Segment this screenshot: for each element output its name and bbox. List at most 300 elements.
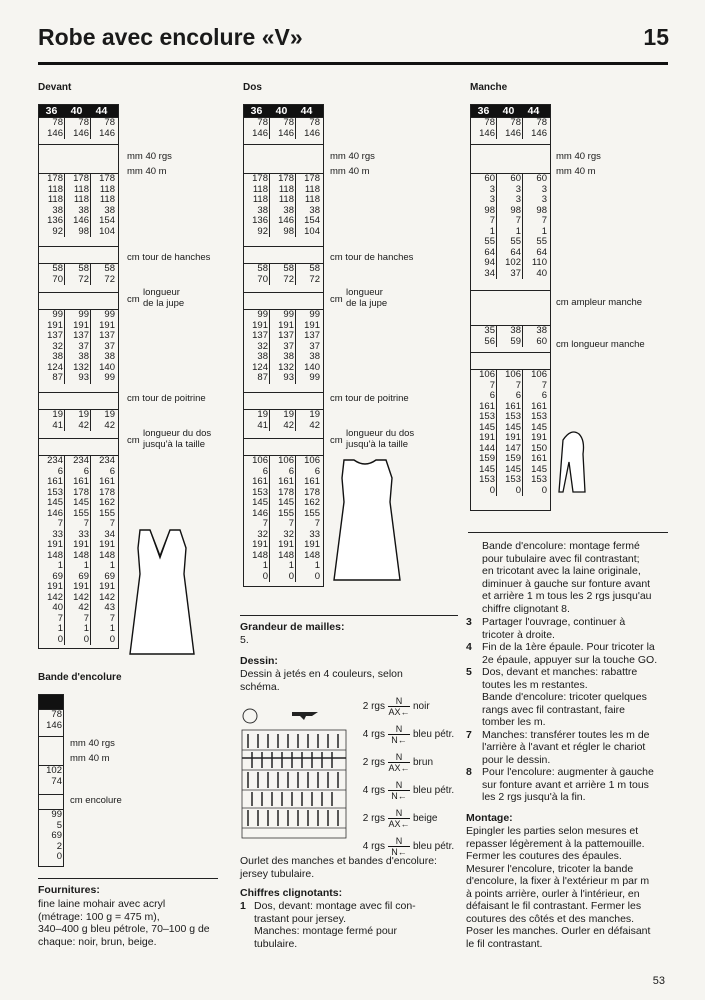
ourlet-text: Ourlet des manches et bandes d'encolure: jersey tubulaire. [240,855,437,880]
table-cell: 140 [90,363,116,374]
table-cell: 87 [257,372,268,383]
table-cell: 161 [252,476,268,487]
table-cell: 234 [64,456,90,467]
table-cell: 3 [489,183,495,195]
table-cell: 3 [496,185,522,196]
table-cell: 153 [496,412,522,423]
table-cell: 7 [496,216,522,227]
table-cell: 178 [295,488,321,499]
table-cell: 145 [479,463,495,475]
table-row [244,331,323,342]
table-row [244,352,323,363]
table-cell: 38 [295,352,321,363]
table-cell: 78 [295,118,321,129]
table-row [471,337,550,348]
table-row [244,561,323,572]
table-cell: 72 [64,275,90,286]
table-cell: 42 [64,603,90,614]
table-row [244,498,323,509]
table-cell: 191 [295,540,321,551]
table-row [39,195,118,206]
table-cell: 146 [522,129,548,140]
table-cell: 106 [496,370,522,381]
table-cell: 191 [479,432,495,443]
table-cell: 34 [90,530,116,541]
table-cell: 153 [252,486,268,498]
table-row [471,258,550,269]
table-cell: 191 [47,539,63,550]
table-cell: 0 [64,635,90,646]
grandeur-value: 5. [240,634,249,646]
montage-title: Montage: [466,812,513,824]
table-row [39,118,118,129]
legend-row: 2 rgs N AX← noir [362,695,430,717]
table-cell: 234 [47,455,63,466]
table-cell: 154 [295,216,321,227]
table-cell: 7 [522,381,548,392]
table-cell: 38 [269,206,295,217]
table-cell: 0 [269,572,295,583]
table-row [471,381,550,392]
bande-table [38,694,64,867]
table-cell: 98 [269,227,295,238]
table-row [39,373,118,384]
table-row [244,456,323,467]
table-row [244,477,323,488]
table-cell: 58 [52,263,63,274]
table-row [471,129,550,140]
devant-block-c [39,263,118,292]
table-cell: 7 [64,519,90,530]
table-row [471,216,550,227]
table-row [244,421,323,432]
instruction-item: 3 Partager l'ouvrage, continuer à tricoter à droite. [466,616,626,641]
devant-label-rgs: mm 40 rgs [127,151,172,162]
devant-label: Devant [38,82,72,93]
table-row [471,118,550,129]
table-row [244,195,323,206]
table-cell: 161 [479,400,495,412]
table-cell: 6 [57,465,63,477]
table-cell: 124 [47,361,63,373]
table-cell: 161 [64,477,90,488]
table-cell: 94 [484,257,495,268]
table-cell: 7 [262,518,268,529]
table-row [244,275,323,286]
table-cell: 40 [522,269,548,280]
table-cell: 7 [522,216,548,227]
table-cell: 0 [489,484,495,496]
table-cell: 0 [262,570,268,582]
devant-label-dos: longueur du dos jusqu'à la taille [143,428,212,450]
table-cell: 148 [64,551,90,562]
table-cell: 137 [269,331,295,342]
table-cell: 118 [252,194,268,205]
table-cell: 55 [484,236,495,247]
size-header: 36 40 44 [39,105,118,117]
table-row [471,326,550,337]
table-cell: 106 [522,370,548,381]
table-cell: 78 [522,118,548,129]
devant-label-hanches: cm tour de hanches [127,252,211,263]
table-cell: 1 [269,561,295,572]
table-row [471,185,550,196]
table-cell: 132 [64,363,90,374]
manche-label-ampleur: cm ampleur manche [556,297,643,308]
table-row [39,603,118,614]
table-row [39,410,118,421]
table-cell: 92 [52,225,63,237]
table-row [244,373,323,384]
table-cell: 161 [269,477,295,488]
table-cell: 191 [252,319,268,331]
table-cell: 106 [479,369,495,380]
table-cell: 0 [496,486,522,497]
table-cell: 72 [90,275,116,286]
table-cell: 38 [522,326,548,337]
table-cell: 104 [295,227,321,238]
table-cell: 154 [90,216,116,227]
montage-text: Epingler les parties selon mesures et repasser légèrement à la pattemouille. Fermer les coutures des épaules. Mesurer l'encolure, tricoter la bande d'encolure, la fixer à l'extérieur m par m à points arrière, ourler à l'intérieur, en défaisant le fil contrastant. Fermer les coutures des côtés et des manches. Poser les manches. Ourler en défaisant le fil contrastant. [466,825,651,950]
table-cell: 124 [252,361,268,373]
dos-block-b [244,173,323,246]
table-cell: 145 [496,423,522,434]
table-cell: 99 [64,310,90,321]
bande-block-a: 78 146 [39,709,63,736]
dessin-text: Dessin à jetés en 4 couleurs, selon schéma. [240,668,403,693]
table-cell: 1 [64,624,90,635]
table-cell: 6 [269,467,295,478]
table-cell: 1 [496,227,522,238]
table-cell: 178 [90,488,116,499]
table-cell: 19 [64,410,90,421]
table-row [39,498,118,509]
table-row [39,310,118,321]
table-row [471,486,550,497]
dessin-legend [355,692,465,860]
dos-label-rgs: mm 40 rgs [330,151,375,162]
table-cell: 145 [47,497,63,508]
bande-block-b: 102 74 [39,765,63,794]
table-cell: 118 [295,195,321,206]
table-cell: 7 [295,519,321,530]
table-cell: 0 [295,572,321,583]
table-cell: 64 [484,246,495,258]
bande-header [39,695,63,709]
table-cell: 191 [90,582,116,593]
table-cell: 146 [496,129,522,140]
table-cell: 38 [52,351,63,362]
table-row [39,635,118,646]
table-cell: 42 [90,421,116,432]
dos-label-dos: longueur du dos jusqu'à la taille [346,428,415,450]
table-cell: 178 [90,174,116,185]
table-cell: 41 [52,419,63,431]
title-rule [38,62,668,65]
table-cell: 136 [252,215,268,226]
table-row [39,352,118,363]
table-row [244,540,323,551]
table-row [39,456,118,467]
table-cell: 55 [522,237,548,248]
table-cell: 118 [64,185,90,196]
table-cell: 1 [295,561,321,572]
table-cell: 146 [269,129,295,140]
table-cell: 58 [269,264,295,275]
fournitures-title: Fournitures: [38,884,100,896]
devant-table [38,104,119,649]
table-row [244,216,323,227]
devant-silhouette-icon [128,528,208,658]
table-cell: 118 [64,195,90,206]
table-row [244,410,323,421]
devant-label-cm1: cm [127,294,140,305]
table-cell: 137 [295,331,321,342]
table-cell: 191 [496,433,522,444]
pattern-number: 15 [643,24,669,50]
table-cell: 93 [269,373,295,384]
table-row [39,519,118,530]
table-cell: 7 [57,612,63,624]
table-row [39,216,118,227]
devant-label-jupe: longueur de la jupe [143,287,185,309]
table-cell: 6 [262,465,268,477]
dos-label-jupe: longueur de la jupe [346,287,388,309]
divider [468,532,668,533]
table-cell: 137 [47,330,63,341]
table-row [39,582,118,593]
table-cell: 1 [57,560,63,571]
table-cell: 132 [269,363,295,374]
table-cell: 72 [269,275,295,286]
table-cell: 98 [522,206,548,217]
table-cell: 191 [269,321,295,332]
table-cell: 146 [90,129,116,140]
table-cell: 140 [295,363,321,374]
table-row [39,275,118,286]
legend-row: 2 rgs N AX← beige [362,807,438,829]
table-cell: 33 [64,530,90,541]
table-cell: 43 [90,603,116,614]
table-row [471,475,550,486]
table-cell: 38 [90,206,116,217]
devant-label-m: mm 40 m [127,166,167,177]
table-cell: 118 [90,185,116,196]
table-cell: 42 [295,421,321,432]
table-row [244,174,323,185]
page-title: Robe avec encolure «V» [38,24,303,50]
table-cell: 191 [47,319,63,331]
table-cell: 7 [90,519,116,530]
table-cell: 106 [295,456,321,467]
table-row [39,129,118,140]
table-row [471,433,550,444]
chiffres-item-1: 1 Dos, devant: montage avec fil con- trastant pour jersey. Manches: montage fermé pour tubulaire. [240,900,416,950]
table-cell: 118 [252,183,268,195]
table-cell: 70 [52,273,63,285]
table-cell: 153 [479,411,495,422]
table-cell: 146 [479,127,495,139]
table-cell: 98 [64,227,90,238]
table-cell: 1 [90,561,116,572]
table-cell: 37 [90,342,116,353]
manche-block-a [471,117,550,144]
table-cell: 60 [522,174,548,185]
table-cell: 7 [64,614,90,625]
manche-label-m: mm 40 m [556,166,596,177]
table-cell: 148 [47,549,63,561]
table-cell: 137 [252,330,268,341]
table-row [39,614,118,625]
table-cell: 1 [64,561,90,572]
table-row [471,370,550,381]
table-cell: 64 [496,248,522,259]
table-cell: 142 [90,593,116,604]
table-cell: 99 [257,309,268,320]
table-row [39,624,118,635]
chiffres-title: Chiffres clignotants: [240,887,343,899]
table-cell: 7 [90,614,116,625]
table-cell: 146 [64,129,90,140]
devant-block-d [39,309,118,392]
table-row [471,195,550,206]
table-cell: 145 [64,498,90,509]
table-cell: 146 [64,216,90,227]
dos-label-hanches: cm tour de hanches [330,252,414,263]
table-row [244,310,323,321]
table-cell: 0 [522,486,548,497]
table-cell: 87 [52,372,63,383]
dos-block-f [244,455,323,586]
table-cell: 161 [522,402,548,413]
table-cell: 110 [522,258,548,269]
devant-block-f [39,455,118,648]
table-cell: 178 [252,173,268,184]
table-cell: 38 [257,351,268,362]
table-cell: 1 [262,560,268,571]
table-row [39,509,118,520]
manche-block-c [471,325,550,352]
table-cell: 42 [269,421,295,432]
table-row [244,551,323,562]
table-cell: 145 [479,421,495,433]
table-cell: 60 [522,337,548,348]
table-cell: 137 [64,331,90,342]
table-cell: 178 [47,173,63,184]
table-cell: 104 [90,227,116,238]
table-cell: 106 [269,456,295,467]
table-cell: 1 [489,225,495,237]
table-cell: 6 [295,467,321,478]
table-cell: 19 [295,410,321,421]
table-cell: 98 [496,206,522,217]
table-cell: 191 [295,321,321,332]
table-cell: 118 [269,185,295,196]
table-row [39,540,118,551]
table-cell: 148 [252,549,268,561]
table-cell: 7 [496,381,522,392]
table-cell: 191 [90,321,116,332]
table-cell: 78 [269,118,295,129]
table-cell: 38 [496,326,522,337]
dos-label-poitrine: cm tour de poitrine [330,393,409,404]
bande-label: Bande d'encolure [38,672,122,683]
table-cell: 3 [489,194,495,205]
table-cell: 153 [479,474,495,485]
table-cell: 37 [496,269,522,280]
table-cell: 146 [269,216,295,227]
manche-block-b [471,173,550,290]
table-cell: 191 [269,540,295,551]
table-cell: 60 [496,174,522,185]
table-cell: 99 [295,373,321,384]
table-cell: 178 [269,488,295,499]
table-cell: 178 [64,488,90,499]
devant-block-a [39,117,118,144]
table-cell: 58 [295,264,321,275]
table-cell: 35 [484,325,495,336]
dos-label-m: mm 40 m [330,166,370,177]
legend-row: 4 rgs N N← bleu pétr. [362,723,455,745]
size-header: 36 40 44 [244,105,323,117]
table-cell: 3 [522,195,548,206]
table-cell: 118 [47,183,63,195]
dos-table [243,104,324,587]
table-cell: 99 [90,310,116,321]
dessin-title: Dessin: [240,655,278,667]
table-cell: 38 [295,206,321,217]
table-cell: 58 [64,264,90,275]
legend-row: 2 rgs N AX← brun [362,751,434,773]
table-cell: 191 [47,581,63,592]
legend-row: 4 rgs N N← bleu pétr. [362,835,455,857]
manche-table [470,104,551,511]
dos-label-cm1: cm [330,294,343,305]
devant-block-b [39,173,118,246]
table-cell: 41 [257,419,268,431]
table-cell: 40 [52,602,63,613]
devant-label-cm2: cm [127,435,140,446]
table-cell: 159 [479,453,495,464]
table-cell: 178 [64,174,90,185]
table-cell: 145 [496,465,522,476]
table-cell: 1 [522,227,548,238]
dos-block-d [244,309,323,392]
table-cell: 150 [522,444,548,455]
table-row [471,454,550,465]
dos-label: Dos [243,82,262,93]
table-cell: 32 [257,340,268,352]
table-row [39,561,118,572]
table-cell: 98 [484,204,495,216]
dos-block-e [244,409,323,438]
table-cell: 7 [57,518,63,529]
table-cell: 161 [90,477,116,488]
table-cell: 99 [269,310,295,321]
table-cell: 146 [295,129,321,140]
table-cell: 7 [489,379,495,391]
table-cell: 64 [522,248,548,259]
table-cell: 147 [496,444,522,455]
devant-label-poitrine: cm tour de poitrine [127,393,206,404]
table-cell: 60 [484,173,495,184]
table-cell: 99 [90,373,116,384]
table-cell: 155 [64,509,90,520]
table-row [244,519,323,530]
table-cell: 145 [522,465,548,476]
bande-label-rgs: mm 40 rgs [70,738,115,749]
table-cell: 191 [522,433,548,444]
